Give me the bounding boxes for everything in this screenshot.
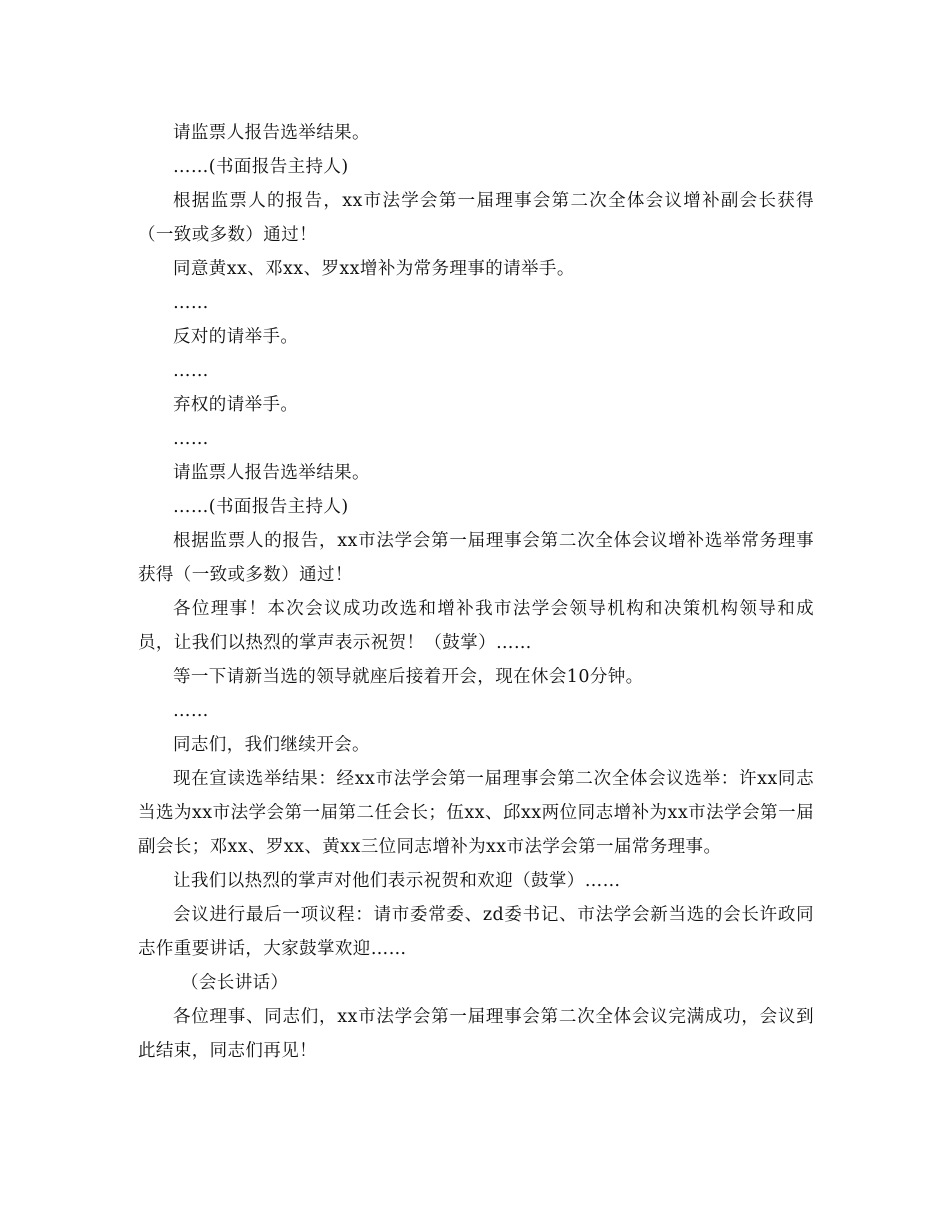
paragraph: 请监票人报告选举结果。	[173, 463, 370, 483]
paragraph: 请监票人报告选举结果。	[173, 123, 370, 143]
paragraph: 根据监票人的报告，xx市法学会第一届理事会第二次全体会议增补选举常务理事获得（一致或多数）通过！	[138, 531, 814, 585]
paragraph: 现在宣读选举结果：经xx市法学会第一届理事会第二次全体会议选举：许xx同志当选为xx市法学会第一届第二任会长；伍xx、邱xx两位同志增补为xx市法学会第一届副会长；邓xx、罗xx、黄xx三位同志增补为xx市法学会第一届常务理事。	[138, 769, 814, 857]
paragraph: 让我们以热烈的掌声对他们表示祝贺和欢迎（鼓掌）……	[173, 871, 621, 891]
paragraph: 同意黄xx、邓xx、罗xx增补为常务理事的请举手。	[173, 259, 575, 279]
paragraph: （会长讲话）	[181, 973, 289, 993]
paragraph: 等一下请新当选的领导就座后接着开会，现在休会10分钟。	[173, 667, 644, 687]
paragraph: ……(书面报告主持人)	[173, 157, 349, 177]
paragraph: ……(书面报告主持人)	[173, 497, 349, 517]
paragraph: 各位理事！本次会议成功改选和增补我市法学会领导机构和决策机构领导和成员，让我们以热烈的掌声表示祝贺！（鼓掌）……	[138, 599, 814, 653]
paragraph: ……	[173, 293, 209, 313]
paragraph: 反对的请举手。	[173, 327, 299, 347]
paragraph: 根据监票人的报告，xx市法学会第一届理事会第二次全体会议增补副会长获得（一致或多数）通过！	[138, 191, 814, 245]
paragraph: 同志们，我们继续开会。	[173, 735, 370, 755]
paragraph: 弃权的请举手。	[173, 395, 299, 415]
paragraph: 会议进行最后一项议程：请市委常委、zd委书记、市法学会新当选的会长许政同志作重要讲话，大家鼓掌欢迎……	[138, 905, 814, 959]
paragraph: 各位理事、同志们，xx市法学会第一届理事会第二次全体会议完满成功，会议到此结束，同志们再见！	[138, 1007, 814, 1061]
paragraph: ……	[173, 701, 209, 721]
paragraph: ……	[173, 429, 209, 449]
document-body	[138, 116, 814, 1068]
paragraph: ……	[173, 361, 209, 381]
